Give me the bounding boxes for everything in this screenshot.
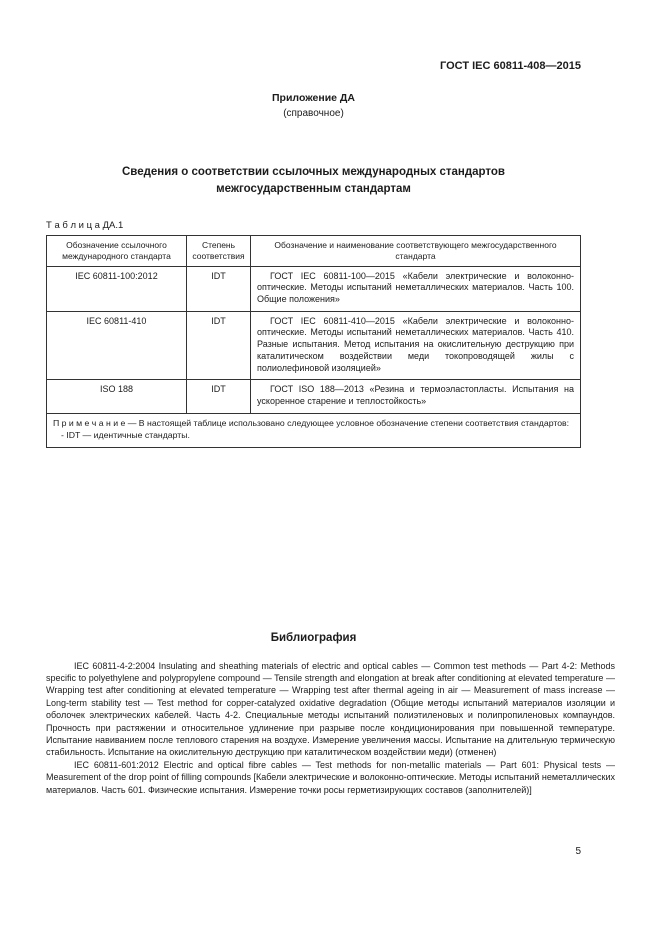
section-title (46, 164, 581, 199)
col-header-reference-standard: Обозначение ссылочного международного стандарта (47, 235, 187, 266)
table-note-text: П р и м е ч а н и е — В настоящей таблице использовано следующее условное обозначение степени соответствия стандартов: (53, 417, 570, 428)
col-header-degree: Степень соответствия (187, 235, 251, 266)
cell-degree: IDT (187, 380, 251, 413)
cell-standard: ГОСТ IEC 60811-410—2015 «Кабели электрические и волоконно-оптические. Методы испытаний неметаллических материалов. Часть 410. Разные испытания. Метод испытания на окислительную деструкцию при каталитическом воздействии меди токопроводящей жилы с полиолефиновой изоляцией» (251, 311, 581, 379)
cell-reference: IEC 60811-100:2012 (47, 266, 187, 311)
table-row (47, 266, 581, 311)
bibliography-title: Библиография (270, 631, 357, 644)
table-caption: Т а б л и ц а ДА.1 (46, 219, 124, 231)
cell-standard: ГОСТ ISO 188—2013 «Резина и термоэластопласты. Испытания на ускоренное старение и теплостойкость» (251, 380, 581, 413)
content-block (46, 60, 581, 644)
cell-degree: IDT (187, 266, 251, 311)
table-row (47, 311, 581, 379)
bibliography-entry: IEC 60811-4-2:2004 Insulating and sheathing materials of electric and optical cables — Common test methods — Part 4-2: Methods specific to polyethylene and polypropylene compound — Tensile strength and elongation at break after conditioning at elevated temperature — Wrapping test after conditioning at elevated temperature — Wrapping test after thermal ageing in air — Measurement of mass increase — Long-term stability test — Test method for copper-catalyzed oxidative degradation (Общие методы испытаний материалов изоляции и оболочек электрических кабелей. Часть 4-2. Специальные методы испытаний полиэтиленовых и полипропиленовых компаундов. Прочность при растяжении и относительное удлинение при разрыве после кондиционирования при повышенной температуре. Испытание навиванием после теплового старения на воздухе. Измерение увеличения массы. Испытание на длительную термическую стабильность. Испытание на окислительную деструкцию при каталитическом воздействии меди) (отменен) (46, 660, 615, 758)
cell-reference: IEC 60811-410 (47, 311, 187, 379)
cell-standard: ГОСТ IEC 60811-100—2015 «Кабели электрические и волоконно-оптические. Методы испытаний неметаллических материалов. Часть 100. Общие положения» (251, 266, 581, 311)
bibliography-section (46, 660, 615, 796)
annex-title: Приложение ДА (272, 92, 355, 105)
table-note (47, 413, 581, 447)
section-title-line2: межгосударственным стандартам (216, 183, 411, 196)
correspondence-table (46, 235, 581, 448)
col-header-interstate-standard: Обозначение и наименование соответствующего межгосударственного стандарта (251, 235, 581, 266)
bibliography-entry: IEC 60811-601:2012 Electric and optical fibre cables — Test methods for non-metallic materials — Part 601: Physical tests — Measurement of the drop point of filling compounds [Кабели электрические и волоконно-оптические. Методы испытаний неметаллических материалов. Часть 601. Физические испытания. Измерение точки росы герметизирующих составов (заполнителей)] (46, 759, 615, 795)
table-header-row (47, 235, 581, 266)
doc-number: ГОСТ IEC 60811-408—2015 (440, 60, 581, 72)
table-note-row (47, 413, 581, 447)
cell-degree: IDT (187, 311, 251, 379)
annex-subtitle: (справочное) (283, 108, 344, 120)
table-row (47, 380, 581, 413)
page-number: 5 (575, 846, 581, 857)
section-title-line1: Сведения о соответствии ссылочных международных стандартов (121, 166, 505, 179)
table-note-item: - IDT — идентичные стандарты. (61, 430, 190, 441)
annex-heading (46, 92, 581, 119)
cell-reference: ISO 188 (47, 380, 187, 413)
